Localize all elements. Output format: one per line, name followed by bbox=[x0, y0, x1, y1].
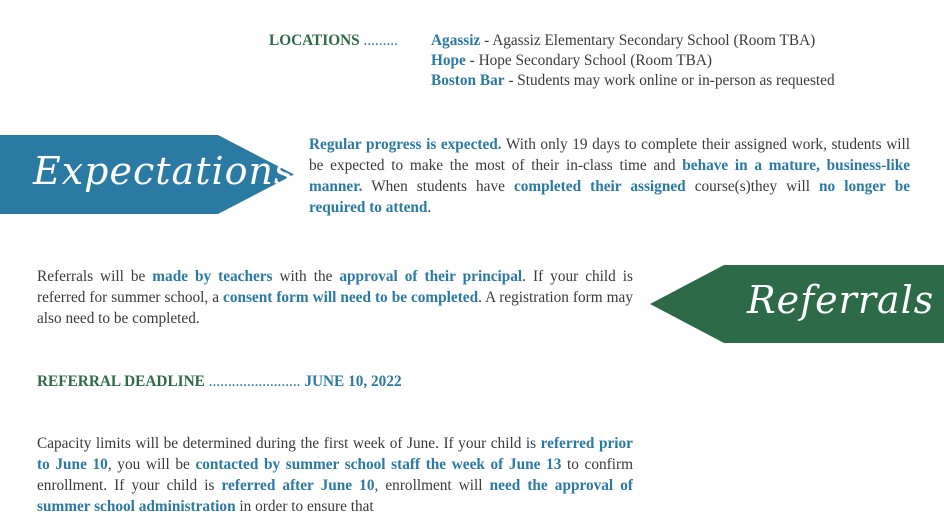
referrals-text: . If your child is referred for summer school, a bbox=[37, 268, 633, 306]
referrals-text: approval of their principal bbox=[339, 268, 523, 285]
location-place: Agassiz bbox=[431, 32, 481, 49]
expectations-text: Regular progress is expected. bbox=[309, 136, 502, 153]
locations-label: LOCATIONS bbox=[269, 32, 360, 49]
location-detail: - Hope Secondary School (Room TBA) bbox=[465, 52, 712, 69]
location-place: Boston Bar bbox=[431, 72, 505, 89]
expectations-text: When students have bbox=[362, 178, 514, 195]
referral-deadline bbox=[37, 371, 402, 392]
location-item bbox=[431, 30, 815, 51]
location-item bbox=[431, 70, 835, 91]
expectations-text: no longer be required to attend bbox=[309, 178, 910, 216]
capacity-text: to confirm enrollment. If your child is bbox=[37, 456, 633, 494]
referrals-text: Referrals will be bbox=[37, 268, 153, 285]
deadline-label: REFERRAL DEADLINE bbox=[37, 373, 205, 390]
capacity-text: referred after June 10 bbox=[221, 477, 375, 494]
capacity-text: , enrollment will bbox=[374, 477, 490, 494]
expectations-banner bbox=[0, 135, 294, 214]
capacity-text: referred prior to June 10 bbox=[37, 435, 633, 473]
expectations-text: . bbox=[427, 199, 432, 216]
capacity-text: need the approval of summer school administration bbox=[37, 477, 633, 515]
expectations-paragraph bbox=[309, 134, 910, 218]
location-detail: - Agassiz Elementary Secondary School (Room TBA) bbox=[480, 32, 816, 49]
referrals-text: . A registration form may also need to be completed. bbox=[37, 289, 634, 327]
location-place: Hope bbox=[431, 52, 466, 69]
expectations-text: course(s)they will bbox=[685, 178, 820, 195]
referrals-text: made by teachers bbox=[152, 268, 273, 285]
capacity-text: contacted by summer school staff the week of June 13 bbox=[195, 456, 562, 473]
capacity-paragraph bbox=[37, 433, 633, 517]
locations-heading bbox=[269, 30, 398, 51]
expectations-banner-text: Expectations bbox=[33, 149, 295, 193]
deadline-dots: ........................ bbox=[208, 373, 301, 390]
referrals-paragraph bbox=[37, 266, 633, 329]
expectations-text: With only 19 days to complete their assigned work, students will be expected to make the most of their in-class time and bbox=[309, 136, 910, 174]
referrals-banner-text: Referrals bbox=[747, 278, 935, 322]
locations-dots: ......... bbox=[363, 32, 398, 49]
capacity-text: Capacity limits will be determined during the first week of June. If your child is bbox=[37, 435, 541, 452]
expectations-text: completed their assigned bbox=[513, 178, 686, 195]
expectations-text: behave in a mature, business-like manner. bbox=[309, 157, 910, 195]
location-item bbox=[431, 50, 712, 71]
referrals-banner bbox=[650, 265, 944, 343]
referrals-text: with the bbox=[272, 268, 340, 285]
location-detail: - Students may work online or in-person as requested bbox=[504, 72, 835, 89]
capacity-text: in order to ensure that bbox=[235, 498, 374, 515]
deadline-date: JUNE 10, 2022 bbox=[304, 373, 402, 390]
capacity-text: , you will be bbox=[107, 456, 196, 473]
referrals-text: consent form will need to be completed bbox=[223, 289, 479, 306]
